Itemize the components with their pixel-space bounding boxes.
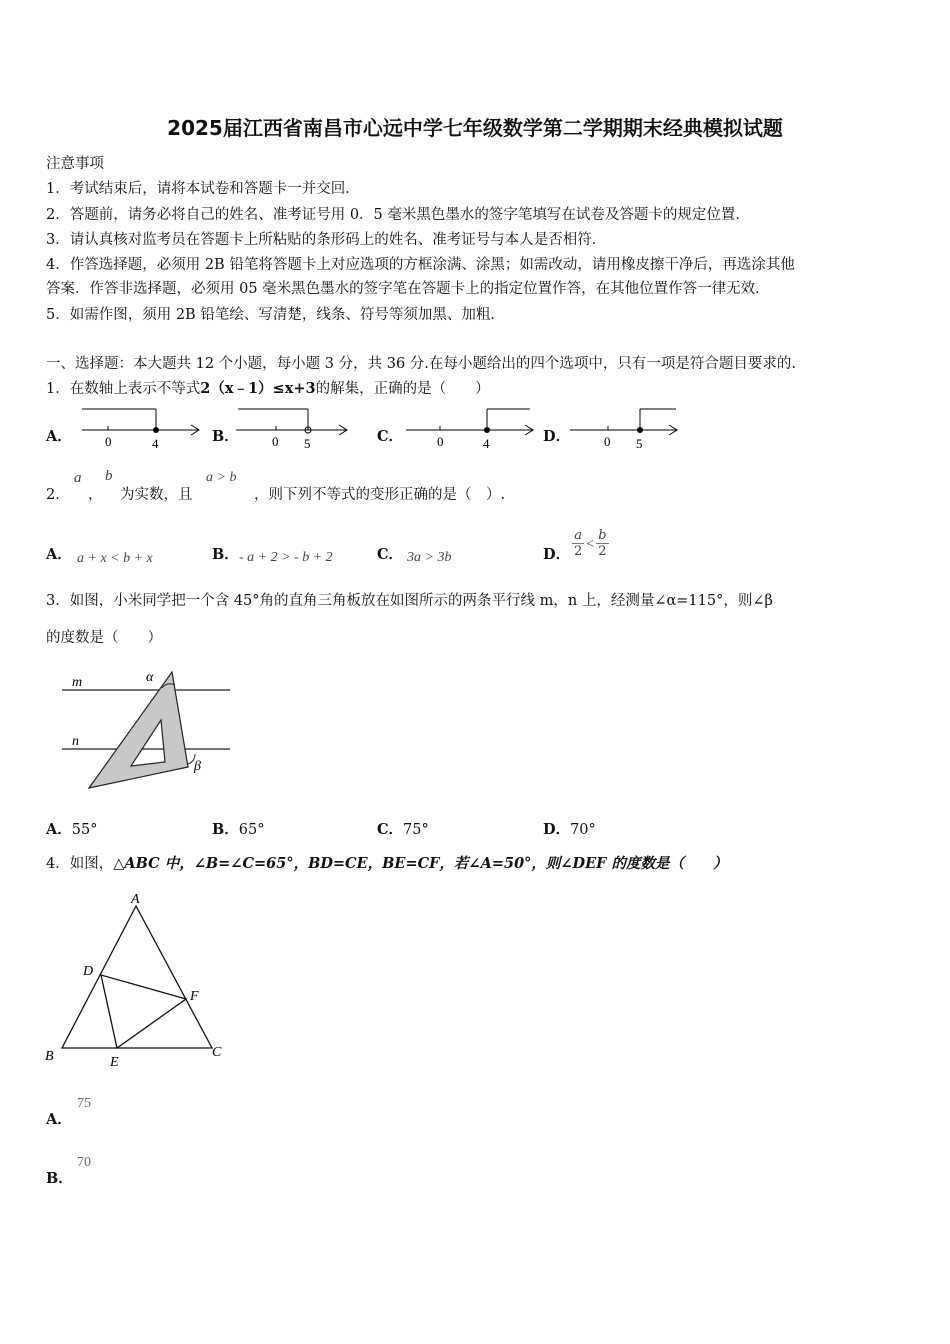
q2-comma: ，	[88, 487, 103, 503]
q4-stem	[46, 852, 728, 873]
q2-option-b-label: B．	[212, 546, 239, 563]
q4-fig-label-f: F	[190, 989, 199, 1004]
q2d-op: <	[586, 537, 595, 552]
q3-option-c-label: C．	[377, 821, 404, 838]
q2-condition: a > b	[206, 470, 237, 485]
q1-option-b-numberline	[232, 402, 352, 454]
q1-option-d-numberline	[566, 402, 686, 454]
q4-option-b-label: B．	[46, 1170, 73, 1187]
q1-option-c-numberline	[400, 402, 540, 454]
q3-option-b	[212, 818, 264, 839]
q2-option-c-label: C．	[377, 546, 404, 563]
notice-item-4: 4．作答选择题，必须用 2B 铅笔将答题卡上对应选项的方框涂满、涂黑；如需改动，请用橡皮擦干净后，再选涂其他	[46, 257, 795, 273]
q2-var-a: a	[74, 470, 82, 486]
q1a-zero-label: 0	[105, 434, 112, 449]
q2d-right-num: b	[598, 528, 607, 543]
q4-fig-label-c: C	[212, 1045, 222, 1060]
q2-option-c-expr: 3a > 3b	[407, 550, 452, 565]
notice-item-2: 2．答题前，请务必将自己的姓名、准考证号用 0．5 毫米黑色墨水的签字笔填写在试卷及答题卡的规定位置．	[46, 207, 750, 223]
q3-stem-line-1: 3．如图，小米同学把一个含 45°角的直角三角板放在如图所示的两条平行线 m，n 上，经测量∠α=115°，则∠β	[46, 593, 773, 609]
q1c-zero-label: 0	[437, 434, 444, 449]
q4-fig-label-b: B	[45, 1049, 54, 1064]
q4-option-b-value: 70	[77, 1155, 91, 1170]
q3-option-a-value: 55°	[71, 822, 98, 838]
q4-number: 4．如图，	[46, 856, 114, 872]
q1-stem-math: 2（x﹣1）≤x+3	[200, 380, 316, 397]
q3-option-c	[377, 818, 429, 839]
q1-stem-prefix: 1．在数轴上表示不等式	[46, 381, 201, 397]
q2-number: 2．	[46, 487, 70, 503]
q2-option-a-expr: a + x < b + x	[77, 551, 153, 566]
page-title: 2025届江西省南昌市心远中学七年级数学第二学期期末经典模拟试题	[167, 116, 783, 140]
q3-fig-label-n: n	[72, 734, 79, 749]
q1c-mark-label: 4	[483, 436, 490, 451]
notice-item-4-cont: 答案．作答非选择题，必须用 05 毫米黑色墨水的签字笔在答题卡上的指定位置作答，在其他位置作答一律无效．	[46, 281, 770, 297]
q1b-mark-label: 5	[304, 436, 311, 451]
q2-text-1: 为实数，且	[120, 487, 193, 503]
section-heading: 一、选择题：本大题共 12 个小题，每小题 3 分，共 36 分.在每小题给出的四个选项中，只有一项是符合题目要求的.	[46, 356, 796, 372]
q2-option-d-label: D．	[543, 546, 571, 563]
notice-heading: 注意事项	[46, 156, 104, 172]
q3-option-d-label: D．	[543, 821, 571, 838]
q4-fig-label-e: E	[110, 1055, 119, 1070]
q1-option-b-label: B．	[212, 428, 239, 445]
q1b-zero-label: 0	[272, 434, 279, 449]
question-1-stem	[46, 377, 490, 398]
q2d-left-den: 2	[574, 544, 583, 559]
q2-var-b: b	[105, 468, 113, 484]
q2-option-a-label: A．	[46, 546, 72, 563]
q4-option-a-value: 75	[77, 1096, 91, 1111]
q2-text-2: ，则下列不等式的变形正确的是（ ）.	[254, 487, 506, 503]
notice-item-5: 5．如需作图，须用 2B 铅笔绘、写清楚，线条、符号等须加黑、加粗．	[46, 307, 505, 323]
q1-option-d-label: D．	[543, 428, 571, 445]
q1-stem-suffix: 的解集，正确的是（ ）	[315, 381, 490, 397]
q4-stem-text: △ABC 中，∠B=∠C=65°，BD=CE，BE=CF，若∠A=50°，则∠DEF 的度数是（ ）	[113, 855, 728, 872]
notice-item-1: 1．考试结束后，请将本试卷和答题卡一并交回．	[46, 181, 360, 197]
q2-option-b-expr: - a + 2 > - b + 2	[239, 550, 333, 565]
q4-option-a-label: A．	[46, 1111, 72, 1128]
q3-option-c-value: 75°	[403, 822, 429, 838]
q3-option-b-label: B．	[212, 821, 239, 838]
q3-option-a	[46, 818, 97, 839]
q3-fig-label-alpha: α	[146, 670, 154, 685]
q4-fig-label-a: A	[131, 892, 140, 907]
q2d-right-fraction	[596, 528, 608, 559]
q4-figure	[40, 888, 230, 1070]
notice-item-3: 3．请认真核对监考员在答题卡上所粘贴的条形码上的姓名、准考证号与本人是否相符．	[46, 232, 607, 248]
q3-fig-label-m: m	[72, 675, 83, 690]
q1d-zero-label: 0	[604, 434, 611, 449]
q2-option-d-expr	[572, 528, 609, 559]
q4-fig-label-d: D	[83, 964, 94, 979]
q1a-mark-label: 4	[152, 436, 159, 451]
q2d-left-num: a	[572, 528, 584, 544]
q3-figure	[58, 664, 233, 792]
q3-option-a-label: A．	[46, 821, 72, 838]
q3-option-d-value: 70°	[570, 822, 596, 838]
q1-option-c-label: C．	[377, 428, 404, 445]
q3-fig-label-beta: β	[194, 759, 201, 774]
q1d-mark-label: 5	[636, 436, 643, 451]
q2d-left-fraction	[572, 528, 584, 559]
q3-option-b-value: 65°	[238, 822, 265, 838]
q3-stem-line-2: 的度数是（ ）	[46, 630, 162, 646]
q1-option-a-numberline	[70, 402, 205, 454]
q3-option-d	[543, 818, 596, 839]
q2d-right-den: 2	[598, 544, 607, 559]
q1-option-a-label: A．	[46, 428, 72, 445]
